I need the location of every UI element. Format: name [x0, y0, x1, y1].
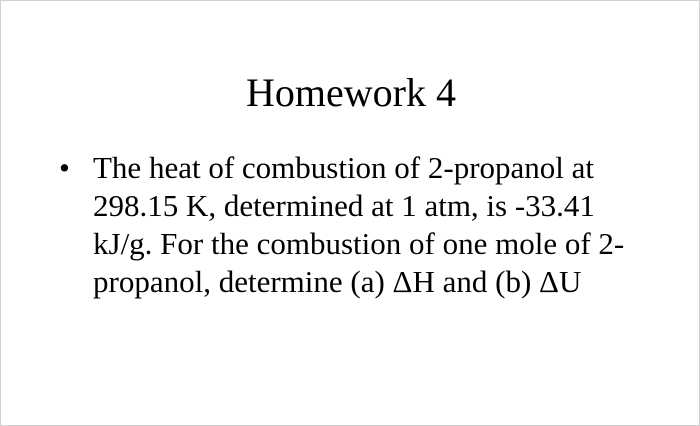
bullet-text-line-1: The heat of combustion of 2-propanol at — [93, 150, 595, 185]
bullet-text-line-3: kJ/g. For the combustion of one mole of 2- — [93, 226, 625, 261]
bullet-dot-icon: • — [59, 150, 70, 185]
slide-title: Homework 4 — [246, 70, 456, 115]
bullet-text-line-4: propanol, determine (a) ΔH and (b) ΔU — [93, 264, 582, 299]
bullet-item — [59, 149, 659, 301]
bullet-text-line-2: 298.15 K, determined at 1 atm, is -33.41 — [93, 188, 595, 223]
bullet-list — [59, 149, 659, 301]
